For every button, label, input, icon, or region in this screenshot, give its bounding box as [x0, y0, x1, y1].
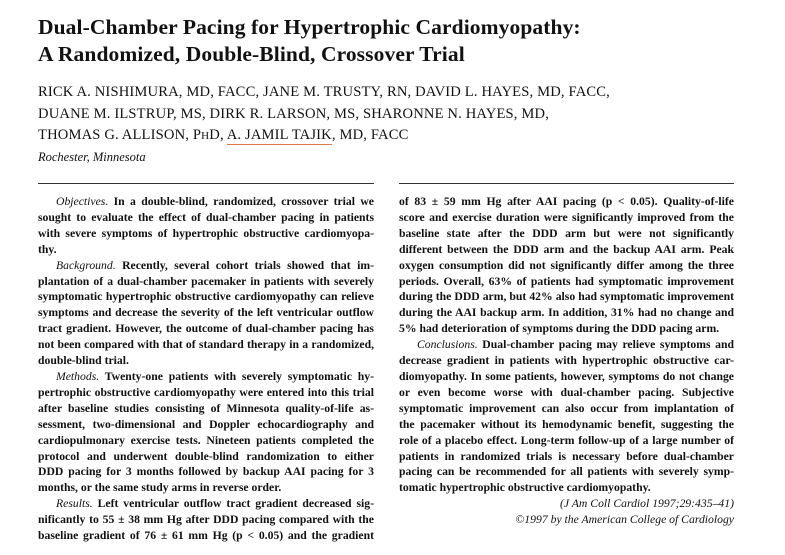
journal-citation: (J Am Coll Cardiol 1997;29:435–41) [559, 497, 734, 511]
highlighted-author: A. JAMIL TAJIK [226, 127, 332, 143]
left-column-rule [38, 183, 374, 184]
author-line-3: THOMAS G. ALLISON, PHD, A. JAMIL TAJIK, MD, FACC [38, 127, 409, 143]
abstract-right-column: of 83 ± 59 mm Hg after AAI pacing (p < 0.05). Quality-of-life score and exercise duration were significantly improved from the baseline state after the DDD arm but were not significantly different between the DDD arm and the backup AAI arm. Peak oxygen consumption did not significantly differ among the three periods. Overall, 63% of patients had symptomatic improvement during the DDD arm, but 42% also had symptomatic improvement during the AAI backup arm. In addition, 31% had no change and 5% had deterioration of symptoms during the DDD pacing arm. Conclusions. Dual-chamber pacing may relieve symptoms and decrease gradient in patients with hypertrophic obstructive car- diomyopathy. In some patients, however, symptoms do not change or even become worse with dual-chamber pacing. Subjective symptomatic improvement can also occur from implantation of the pacemaker without its hemodynamic benefit, suggesting the role of a placebo effect. Long-term follow-up of a large number of patients in randomized trials is necessary before dual-chamber pacing can be recommended for all patients with severely symp- tomatic hypertrophic obstructive cardiomyopathy. (J Am Coll Cardiol 1997;29:435–41) ©1997 by the American College of Cardiology [399, 195, 734, 527]
affiliation: Rochester, Minnesota [38, 150, 146, 164]
conclusions-paragraph: Conclusions. Dual-chamber pacing may relieve symptoms and [417, 338, 734, 352]
conclusions-heading: Conclusions. [417, 338, 478, 352]
copyright-notice: ©1997 by the American College of Cardiology [515, 513, 734, 527]
title-line-1: Dual-Chamber Pacing for Hypertrophic Cardiomyopathy: [38, 15, 581, 39]
author-line-2: DUANE M. ILSTRUP, MS, DIRK R. LARSON, MS, SHARONNE N. HAYES, MD, [38, 105, 549, 122]
background-paragraph: Background. Recently, several cohort trials showed that im- [56, 258, 374, 272]
author-list [38, 82, 768, 148]
background-heading: Background. [56, 258, 116, 272]
objectives-paragraph: Objectives. In a double-blind, randomized, crossover trial we [56, 195, 374, 208]
results-heading: Results. [56, 497, 93, 511]
results-paragraph: Results. Left ventricular outflow tract gradient decreased sig- [56, 497, 374, 511]
article-title [38, 14, 758, 68]
methods-heading: Methods. [56, 369, 100, 383]
author-line-1: RICK A. NISHIMURA, MD, FACC, JANE M. TRUSTY, RN, DAVID L. HAYES, MD, FACC, [38, 84, 610, 100]
title-line-2: A Randomized, Double-Blind, Crossover Trial [38, 42, 465, 66]
right-column-rule [399, 183, 734, 184]
methods-paragraph: Methods. Twenty-one patients with severely symptomatic hy- [56, 369, 374, 383]
results-continued: of 83 ± 59 mm Hg after AAI pacing (p < 0.05). Quality-of-life score and exercise duration were significantly improved from the baseline state after the DDD arm but were not significantly different between the DDD arm and the backup AAI arm. Peak oxygen consumption did not significantly differ among the three periods. Overall, 63% of patients had symptomatic improvement during the DDD arm, but 42% also had symptomatic improvement during the AAI backup arm. In addition, 31% had no change and 5% had deterioration of symptoms during the DDD pacing arm. [399, 195, 734, 336]
abstract-left-column: Objectives. In a double-blind, randomized, crossover trial we sought to evaluate the effect of dual-chamber pacing in patients with severe symptoms of hypertrophic obstructive cardiomyopa- thy. Background. Recently, several cohort trials showed that im- plantation of a dual-chamber pacemaker in patients with severely symptomatic hypertrophic obstructive cardiomyopathy can relieve symptoms and decrease the severity of the left ventricular outflow tract gradient. However, the outcome of dual-chamber pacing has not been compared with that of standard therapy in a randomized, double-blind trial. Methods. Twenty-one patients with severely symptomatic hy- pertrophic obstructive cardiomyopathy were entered into this trial after baseline studies consisting of Minnesota quality-of-life as- sessment, two-dimensional and Doppler echocardiography and cardiopulmonary exercise tests. Nineteen patients completed the protocol and underwent double-blind randomization to either DDD pacing for 3 months followed by backup AAI pacing for 3 months, or the same study arms in reverse order. Results. Left ventricular outflow tract gradient decreased sig- nificantly to 55 ± 38 mm Hg after DDD pacing compared with the baseline gradient of 76 ± 61 mm Hg (p < 0.05) and the gradient [38, 195, 374, 543]
objectives-heading: Objectives. [56, 195, 109, 208]
